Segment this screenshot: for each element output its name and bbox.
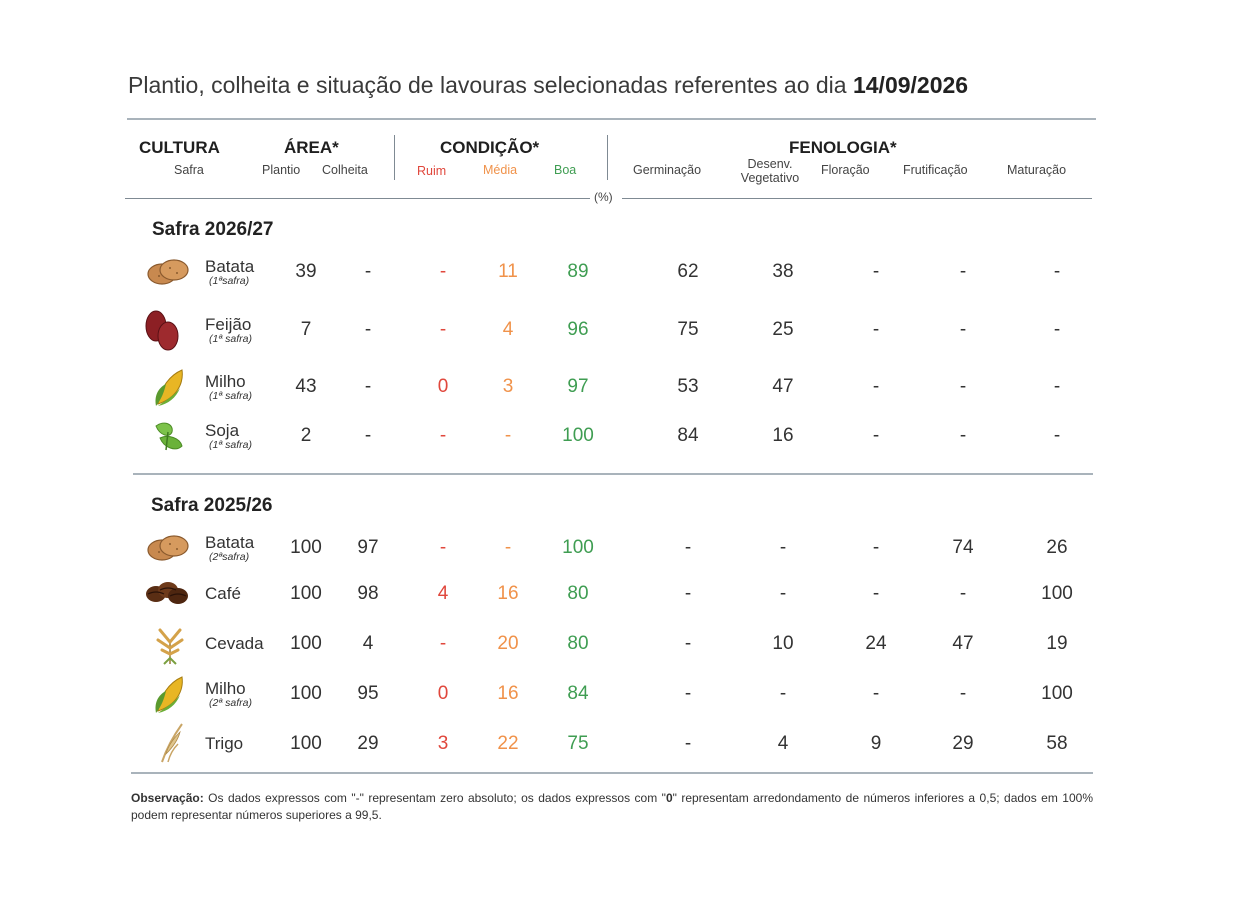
cell-germinacao: 62	[677, 261, 699, 282]
cell-germinacao: 75	[677, 319, 699, 340]
cell-ruim: 4	[437, 583, 449, 604]
top-rule	[127, 118, 1096, 120]
header-area: ÁREA*	[284, 138, 339, 157]
cell-germinacao: -	[684, 683, 692, 704]
title-date: 14/09/2026	[852, 72, 969, 98]
cell-plantio: 100	[290, 633, 322, 654]
crop-safra: (1ªsafra)	[209, 275, 250, 287]
cell-germinacao: 84	[677, 425, 699, 446]
cell-desenv: 16	[772, 425, 794, 446]
section-title-2026-27: Safra 2026/27	[152, 219, 274, 240]
header-maturacao: Maturação	[1007, 163, 1067, 177]
cell-floracao: 9	[870, 733, 882, 754]
soybean-icon	[150, 416, 190, 461]
observation-zero: 0	[665, 791, 673, 805]
cell-ruim: 0	[437, 683, 449, 704]
crop-safra: (2ª safra)	[209, 697, 252, 709]
cell-plantio: 43	[295, 376, 317, 397]
cell-boa: 100	[562, 537, 594, 558]
crop-name: Batata	[205, 257, 255, 276]
cell-boa: 96	[567, 319, 589, 340]
cell-frutificacao: 74	[952, 537, 974, 558]
cell-floracao: -	[872, 376, 880, 397]
crop-label	[205, 258, 254, 287]
header-condicao: CONDIÇÃO*	[440, 138, 540, 157]
cell-media: 11	[498, 261, 518, 282]
crop-name: Soja	[205, 421, 240, 440]
cell-plantio: 100	[290, 537, 322, 558]
header-floracao: Floração	[821, 163, 870, 177]
cell-floracao: -	[872, 683, 880, 704]
cell-plantio: 100	[290, 683, 322, 704]
crop-label	[205, 735, 243, 752]
cell-frutificacao: -	[959, 425, 967, 446]
cell-germinacao: -	[684, 633, 692, 654]
cell-colheita: 95	[357, 683, 379, 704]
crop-name: Milho	[205, 372, 246, 391]
cell-plantio: 100	[290, 583, 322, 604]
header-desenv-line2: Vegetativo	[740, 171, 800, 185]
cell-colheita: -	[364, 319, 372, 340]
cell-ruim: -	[439, 425, 447, 446]
cell-media: 16	[497, 583, 519, 604]
header-ruim: Ruim	[417, 164, 447, 178]
cell-germinacao: 53	[677, 376, 699, 397]
header-rule-left	[125, 198, 590, 199]
cell-frutificacao: -	[959, 583, 967, 604]
cell-ruim: -	[439, 319, 447, 340]
cell-floracao: -	[872, 583, 880, 604]
header-plantio: Plantio	[262, 163, 301, 177]
cell-ruim: -	[439, 261, 447, 282]
cell-ruim: -	[439, 537, 447, 558]
crop-label	[205, 534, 254, 563]
header-media: Média	[483, 163, 518, 177]
corn-icon	[150, 673, 190, 720]
cell-frutificacao: -	[959, 261, 967, 282]
cell-frutificacao: -	[959, 319, 967, 340]
header-colheita: Colheita	[322, 163, 368, 177]
section-title-2025-26: Safra 2025/26	[151, 495, 273, 516]
cell-media: 20	[497, 633, 519, 654]
cell-desenv: 25	[772, 319, 794, 340]
cell-frutificacao: -	[959, 376, 967, 397]
cell-floracao: -	[872, 319, 880, 340]
cell-floracao: -	[872, 537, 880, 558]
cell-desenv: 38	[772, 261, 794, 282]
header-fenologia: FENOLOGIA*	[789, 138, 897, 157]
cell-colheita: -	[364, 376, 372, 397]
header-cultura: CULTURA	[139, 138, 220, 157]
cell-maturacao: 19	[1046, 633, 1068, 654]
title-text: Plantio, colheita e situação de lavouras selecionadas referentes ao dia	[128, 72, 853, 98]
header-frutificacao: Frutificação	[903, 163, 968, 177]
cell-maturacao: -	[1053, 261, 1061, 282]
cell-ruim: -	[439, 633, 447, 654]
cell-floracao: -	[872, 425, 880, 446]
area-condicao-divider	[394, 135, 395, 180]
cell-desenv: -	[779, 583, 787, 604]
cell-floracao: -	[872, 261, 880, 282]
header-germinacao: Germinação	[633, 163, 702, 177]
header-boa: Boa	[554, 163, 577, 177]
cell-germinacao: -	[684, 583, 692, 604]
bean-icon	[142, 308, 182, 357]
cell-colheita: -	[364, 425, 372, 446]
section-rule	[133, 473, 1093, 475]
crop-label	[205, 373, 252, 402]
cell-plantio: 100	[290, 733, 322, 754]
cell-maturacao: 26	[1046, 537, 1068, 558]
crop-name: Batata	[205, 533, 255, 552]
cell-boa: 89	[567, 261, 589, 282]
cell-colheita: 4	[362, 633, 374, 654]
crop-label	[205, 680, 252, 709]
crop-safra: (1ª safra)	[209, 390, 252, 402]
unit-label: (%)	[594, 190, 613, 204]
crop-label	[205, 422, 252, 451]
crop-name: Cevada	[205, 634, 264, 653]
crop-label	[205, 585, 241, 602]
crop-label	[205, 635, 264, 652]
crop-name: Milho	[205, 679, 246, 698]
crop-name: Feijão	[205, 315, 252, 334]
cell-frutificacao: -	[959, 683, 967, 704]
cell-plantio: 2	[300, 425, 312, 446]
observation-note	[131, 790, 1093, 824]
observation-text-1: Os dados expressos com "-" representam zero absoluto; os dados expressos com "	[203, 791, 666, 805]
cell-ruim: 3	[437, 733, 449, 754]
page-title	[128, 72, 968, 99]
crop-name: Trigo	[205, 734, 244, 753]
cell-plantio: 7	[300, 319, 312, 340]
cell-media: -	[504, 537, 512, 558]
cell-ruim: 0	[437, 376, 449, 397]
cell-maturacao: -	[1053, 319, 1061, 340]
cell-colheita: 29	[357, 733, 379, 754]
cell-boa: 100	[562, 425, 594, 446]
cell-boa: 80	[567, 583, 589, 604]
observation-text-2: " representam arredondamento de números inferiores a 0,5; dados em 100% podem representar números superiores a 99,5.	[131, 791, 1093, 822]
observation-label: Observação:	[131, 791, 204, 805]
header-desenv-line1: Desenv.	[747, 157, 793, 171]
crop-safra: (1ª safra)	[209, 439, 252, 451]
cell-media: -	[504, 425, 512, 446]
crop-label	[205, 316, 252, 345]
cell-colheita: -	[364, 261, 372, 282]
cell-maturacao: -	[1053, 376, 1061, 397]
cell-desenv: 10	[772, 633, 794, 654]
cell-desenv: 4	[777, 733, 789, 754]
cell-boa: 84	[567, 683, 589, 704]
cell-desenv: 47	[772, 376, 794, 397]
cell-media: 16	[497, 683, 519, 704]
cell-desenv: -	[779, 683, 787, 704]
cell-maturacao: -	[1053, 425, 1061, 446]
bottom-rule	[131, 772, 1093, 774]
crop-safra: (2ªsafra)	[209, 551, 250, 563]
cell-colheita: 97	[357, 537, 379, 558]
cell-boa: 75	[567, 733, 589, 754]
cell-frutificacao: 47	[952, 633, 974, 654]
cell-media: 4	[502, 319, 514, 340]
condicao-fenologia-divider	[607, 135, 608, 180]
potato-icon	[145, 255, 191, 294]
crop-name: Café	[205, 584, 241, 603]
crop-safra: (1ª safra)	[209, 333, 252, 345]
cell-media: 3	[502, 376, 514, 397]
cell-maturacao: 100	[1041, 683, 1073, 704]
header-rule-right	[622, 198, 1092, 199]
cell-desenv: -	[779, 537, 787, 558]
cell-plantio: 39	[295, 261, 317, 282]
cell-germinacao: -	[684, 733, 692, 754]
barley-icon	[150, 622, 190, 671]
header-desenv-vegetativo	[731, 157, 809, 186]
cell-boa: 97	[567, 376, 589, 397]
cell-colheita: 98	[357, 583, 379, 604]
corn-icon	[150, 366, 190, 413]
potato-icon	[145, 531, 191, 570]
cell-maturacao: 100	[1041, 583, 1073, 604]
cell-frutificacao: 29	[952, 733, 974, 754]
coffee-bean-icon	[144, 578, 190, 615]
cell-media: 22	[497, 733, 519, 754]
cell-germinacao: -	[684, 537, 692, 558]
cell-maturacao: 58	[1046, 733, 1068, 754]
header-safra: Safra	[174, 163, 204, 177]
wheat-icon	[152, 720, 192, 769]
cell-boa: 80	[567, 633, 589, 654]
cell-floracao: 24	[865, 633, 887, 654]
